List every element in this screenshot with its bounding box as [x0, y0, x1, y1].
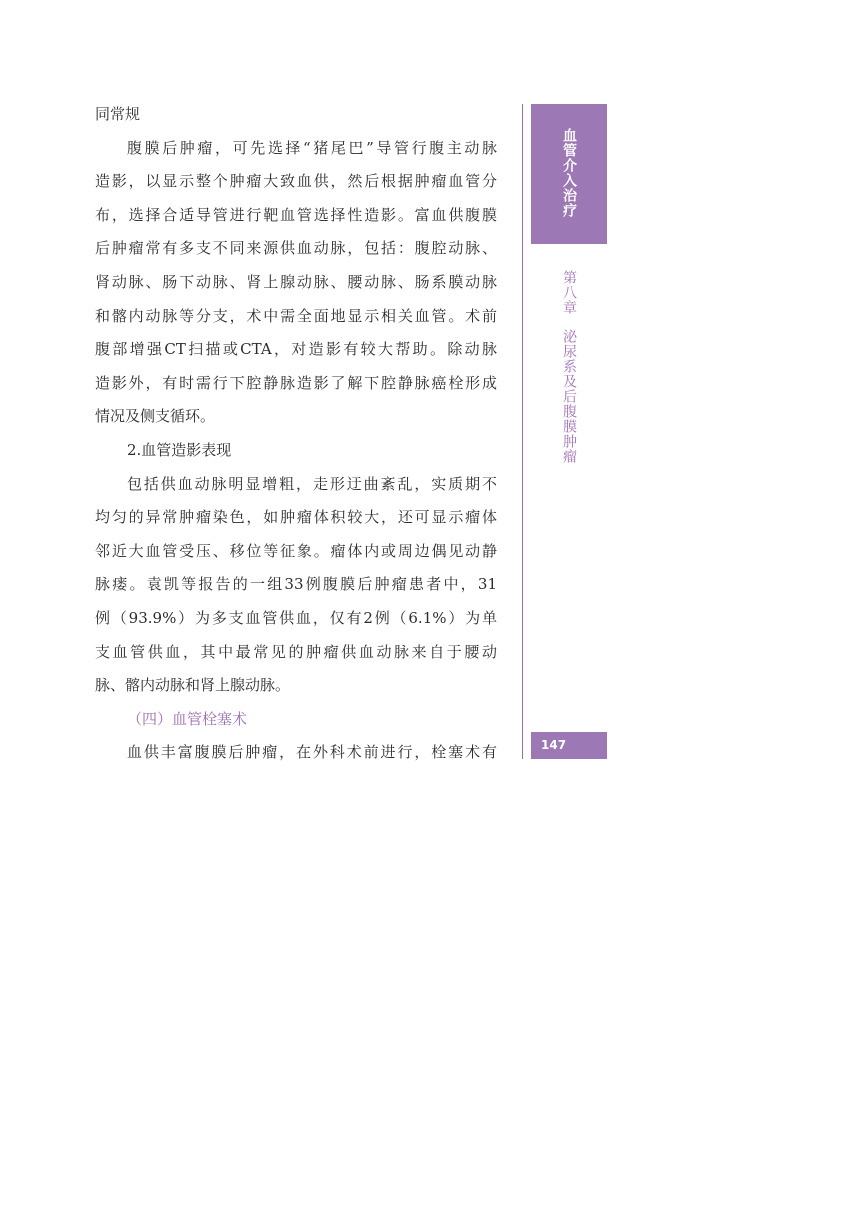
body-line: 血供丰富腹膜后肿瘤，在外科术前进行，栓塞术有	[127, 743, 497, 762]
body-line: 和髂内动脉等分支，术中需全面地显示相关血管。术前	[95, 306, 497, 325]
margin-divider	[522, 104, 523, 759]
body-line: 例（93.9%）为多支血管供血，仅有2例（6.1%）为单	[95, 608, 497, 627]
book-title: 血管介入治疗	[561, 128, 577, 218]
body-line: 情况及侧支循环。	[95, 407, 216, 426]
body-line: 腹部增强CT扫描或CTA，对造影有较大帮助。除动脉	[95, 340, 497, 359]
body-line: 脉、髂内动脉和肾上腺动脉。	[95, 676, 291, 695]
body-line: 腹膜后肿瘤，可先选择“猪尾巴”导管行腹主动脉	[127, 138, 497, 157]
body-line: 包括供血动脉明显增粗，走形迂曲紊乱，实质期不	[127, 474, 497, 493]
body-line: 邻近大血管受压、移位等征象。瘤体内或周边偶见动静	[95, 541, 497, 560]
body-line: 脉瘘。袁凯等报告的一组33例腹膜后肿瘤患者中，31	[95, 575, 497, 594]
chapter-heading	[562, 270, 576, 464]
body-line: 布，选择合适导管进行靶血管选择性造影。富血供腹膜	[95, 205, 497, 224]
page-number: 147	[531, 732, 607, 759]
subsection-heading: 2.血管造影表现	[127, 440, 232, 459]
body-line: 造影外，有时需行下腔静脉造影了解下腔静脉癌栓形成	[95, 373, 497, 392]
section-heading: （四）血管栓塞术	[127, 709, 248, 728]
body-line: 后肿瘤常有多支不同来源供血动脉，包括：腹腔动脉、	[95, 239, 497, 258]
body-line: 同常规	[95, 105, 141, 123]
body-line: 支血管供血，其中最常见的肿瘤供血动脉来自于腰动	[95, 642, 497, 661]
body-line: 均匀的异常肿瘤染色，如肿瘤体积较大，还可显示瘤体	[95, 508, 497, 527]
book-title-tab	[531, 104, 607, 244]
body-line: 肾动脉、肠下动脉、肾上腺动脉、腰动脉、肠系膜动脉	[95, 272, 497, 291]
body-line: 造影，以显示整个肿瘤大致血供，然后根据肿瘤血管分	[95, 172, 497, 191]
chapter-title: 泌尿系及后腹膜肿瘤	[561, 329, 577, 464]
body-text	[95, 98, 497, 770]
chapter-label: 第八章	[561, 270, 577, 315]
chapter-marker	[531, 270, 607, 464]
